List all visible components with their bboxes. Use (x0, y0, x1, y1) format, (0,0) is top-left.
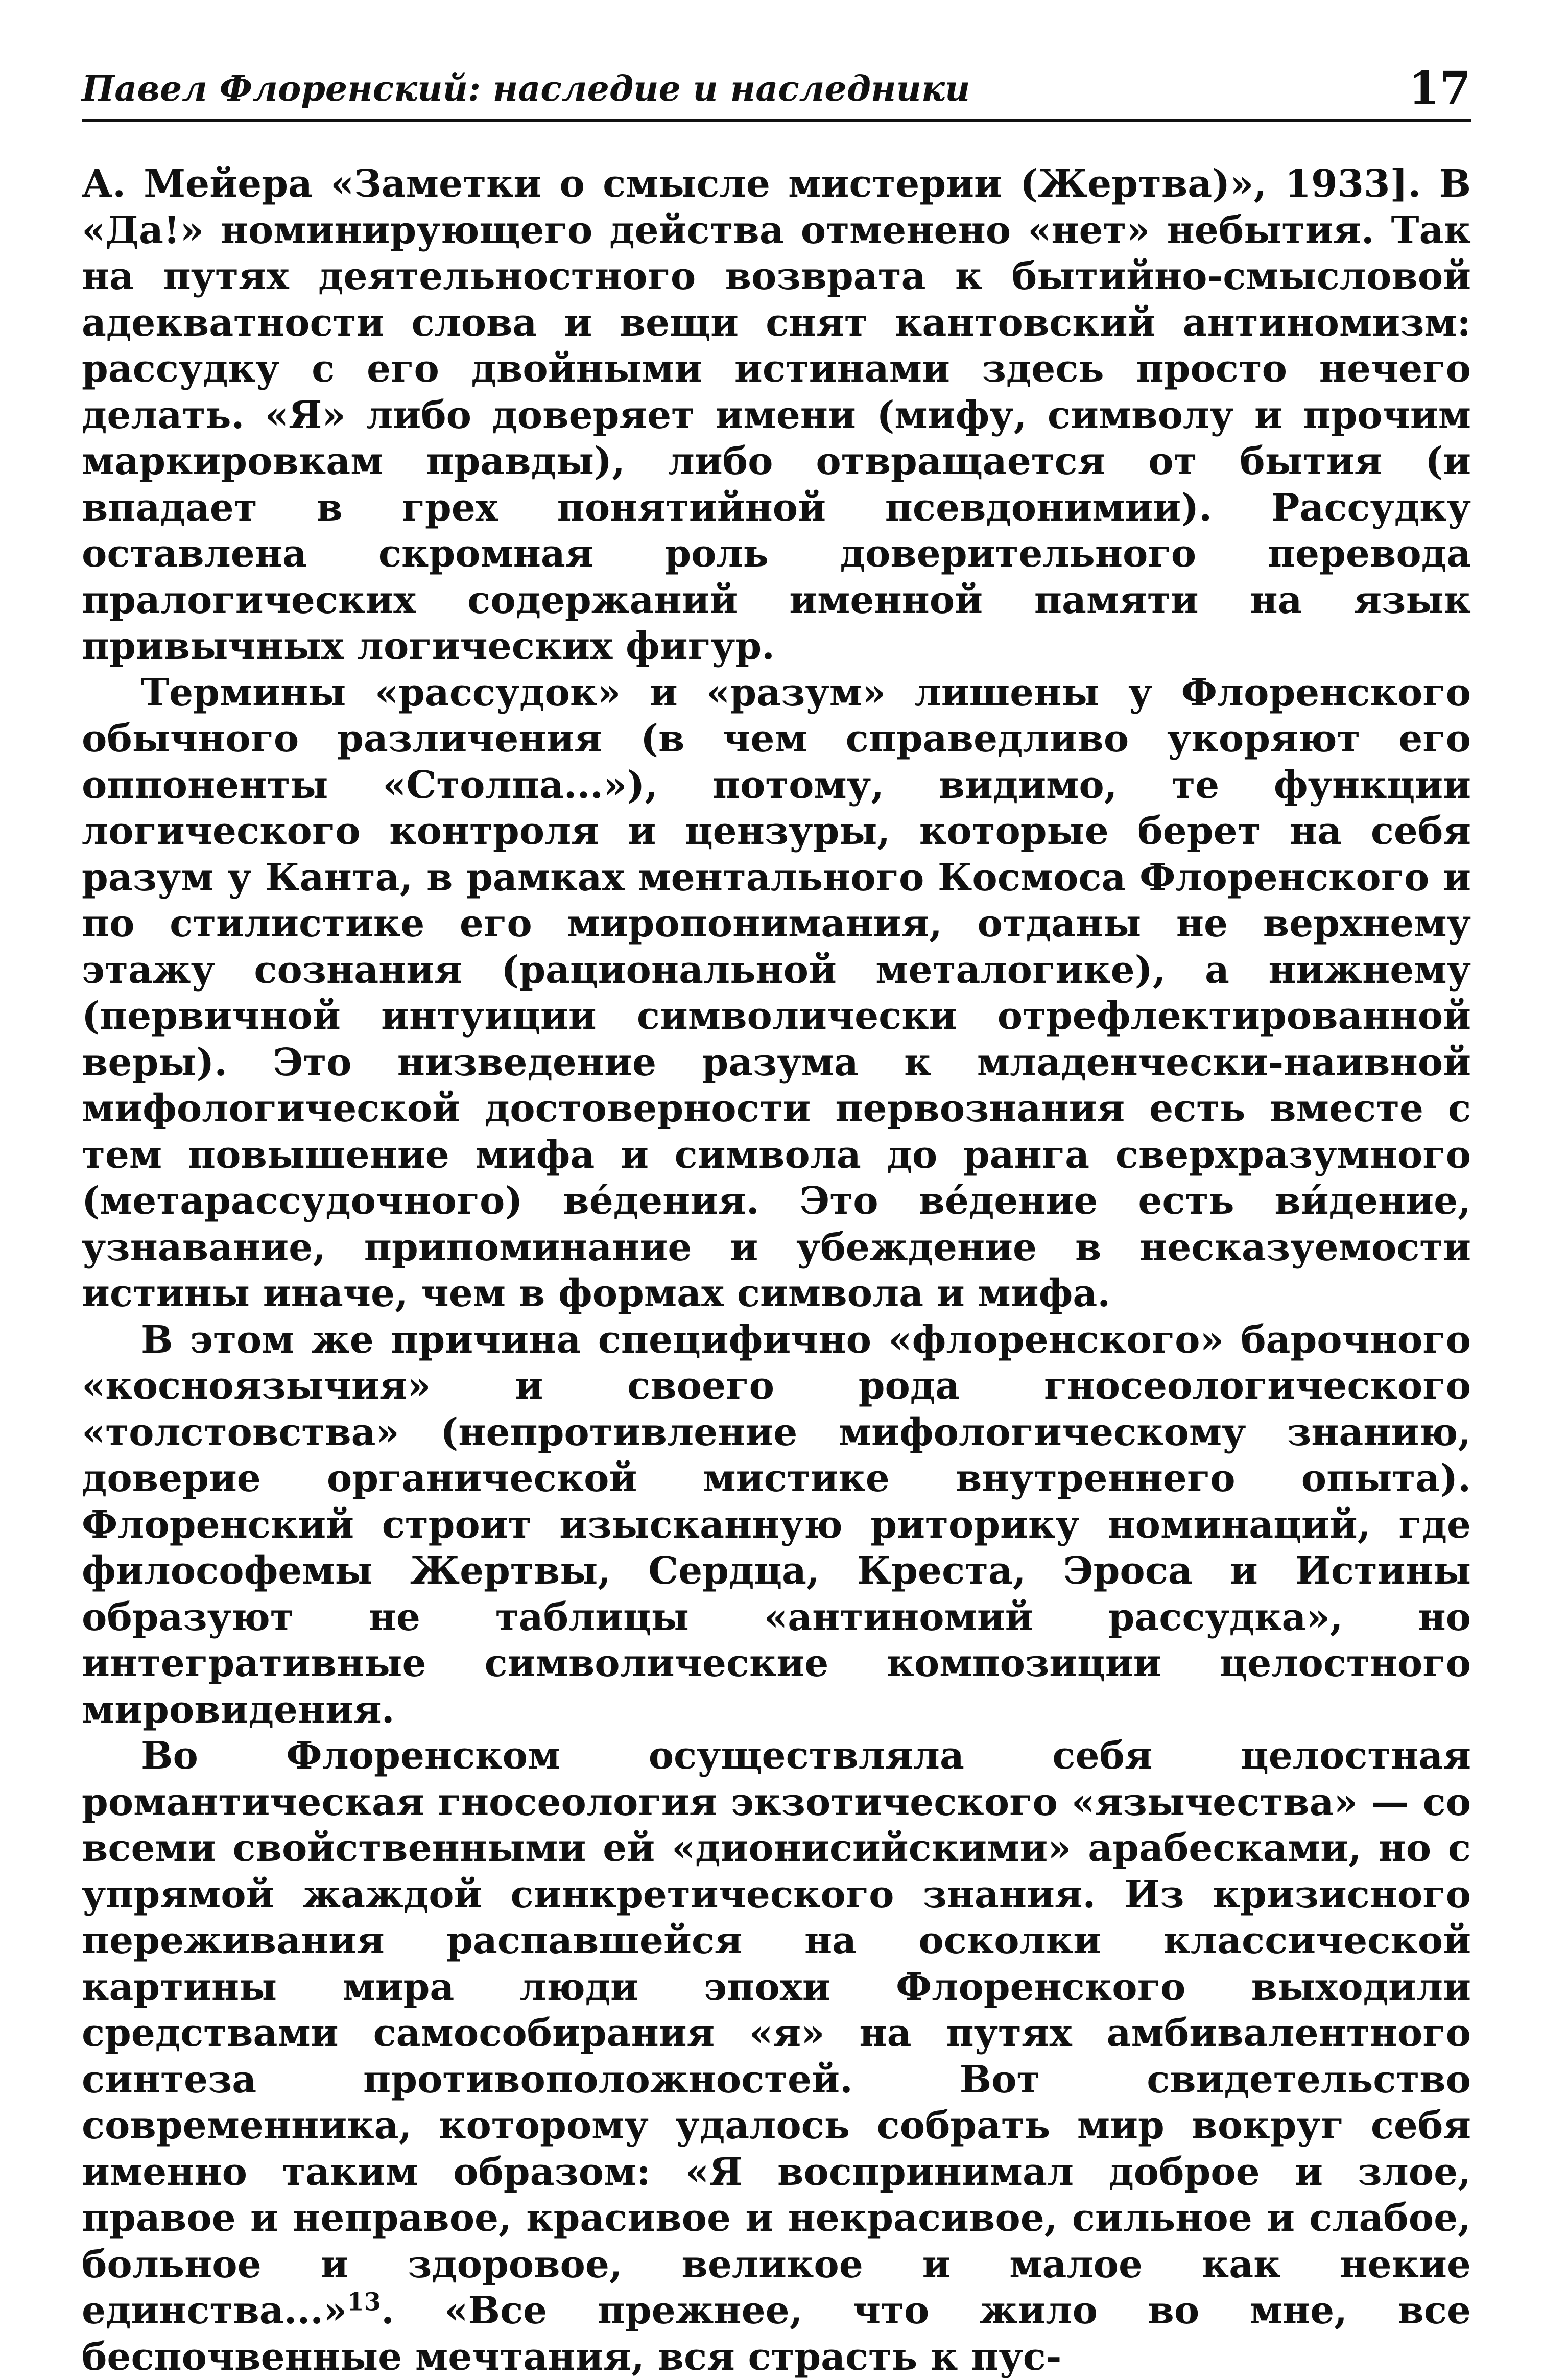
paragraph-4-text: Во Флоренском осуществляла себя целостная романтическая гносеология экзотического «язычества» — со всеми свойственными ей «дионисийскими» арабесками, но с упрямой жаждой синкретического знания. Из кризисного переживания распавшейся на осколки классической картины мира люди эпохи Флоренского выходили средствами самособирания «я» на путях амбивалентного синтеза противоположностей. Вот свидетельство современника, которому удалось собрать мир вокруг себя именно таким образом: «Я воспринимал доброе и злое, правое и неправое, красивое и некрасивое, сильное и слабое, больное и здоровое, великое и малое как некие единства...» (82, 1734, 1471, 2332)
page-number: 17 (1408, 61, 1471, 114)
paragraph-1: А. Мейера «Заметки о смысле мистерии (Жертва)», 1933]. В «Да!» номинирующего действа отменено «нет» небытия. Так на путях деятельностного возврата к бытийно-смысловой адекватности слова и вещи снят кантовский антиномизм: рассудку с его двойными истинами здесь просто нечего делать. «Я» либо доверяет имени (мифу, символу и прочим маркировкам правды), либо отвращается от бытия (и впадает в грех понятийной псевдонимии). Рассудку оставлена скромная роль доверительного перевода пралогических содержаний именной памяти на язык привычных логических фигур. (82, 162, 1471, 668)
running-header (82, 60, 1471, 122)
body-text (82, 161, 1471, 2379)
paragraph-2: Термины «рассудок» и «разум» лишены у Флоренского обычного различения (в чем справедливо укоряют его оппоненты «Столпа...»), потому, видимо, те функции логического контроля и цензуры, которые берет на себя разум у Канта, в рамках ментального Космоса Флоренского и по стилистике его миропонимания, отданы не верхнему этажу сознания (рациональной металогике), а нижнему (первичной интуиции символически отрефлектированной веры). Это низведение разума к младенчески-наивной мифологической достоверности первознания есть вместе с тем повышение мифа и символа до ранга сверхразумного (метарассудочного) ве́дения. Это ве́дение есть ви́дение, узнавание, припоминание и убеждение в несказуемости истины иначе, чем в формах символа и мифа. (82, 670, 1471, 1315)
paragraph-3: В этом же причина специфично «флоренского» барочного «косноязычия» и своего рода гносеологического «толстовства» (непротивление мифологическому знанию, доверие органической мистике внутреннего опыта). Флоренский строит изысканную риторику номинаций, где философемы Жертвы, Сердца, Креста, Эроса и Истины образуют не таблицы «антиномий рассудка», но интегративные символические композиции целостного мировидения. (82, 1317, 1471, 1732)
paragraph-4-text-after: . «Все прежнее, что жило во мне, все беспочвенные мечтания, вся страсть к пус- (82, 2289, 1471, 2379)
paragraph-4 (82, 1733, 1471, 2380)
running-title: Павел Флоренский: наследие и наследники (82, 68, 970, 109)
footnote-marker: 13 (347, 2288, 382, 2317)
